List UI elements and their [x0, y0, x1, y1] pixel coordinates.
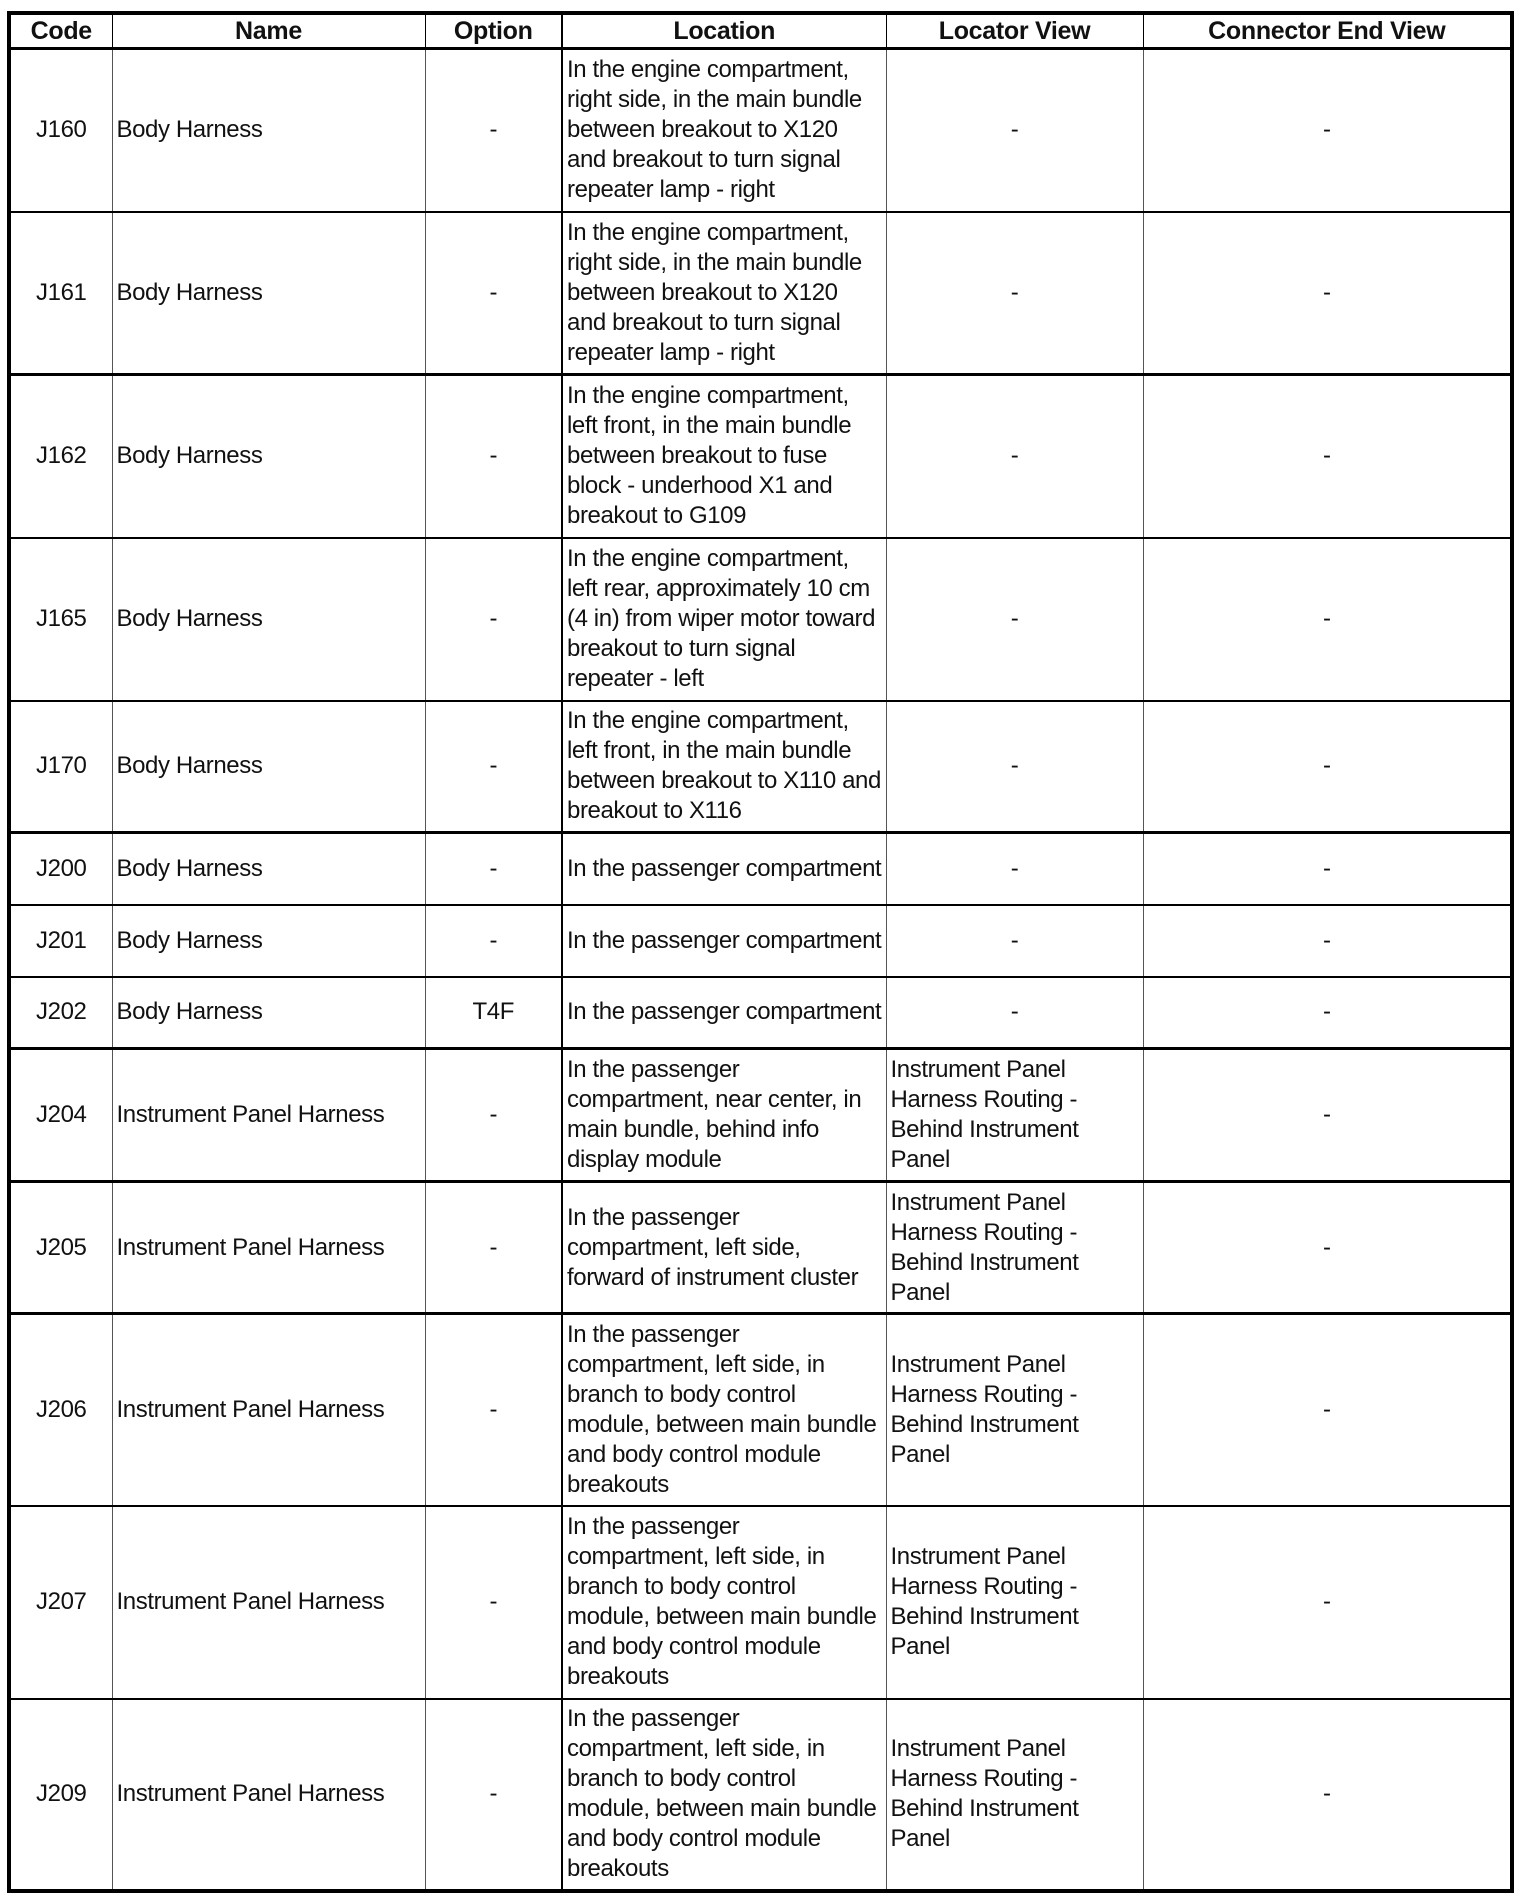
- inline-harness-connector-table: [7, 11, 1514, 1893]
- cell-name: Body Harness: [112, 833, 425, 905]
- cell-locator-view: -: [886, 701, 1143, 833]
- cell-option: -: [425, 1314, 562, 1506]
- cell-name: Body Harness: [112, 538, 425, 701]
- cell-locator-view: -: [886, 212, 1143, 375]
- cell-location: In the passenger compartment, left side, in branch to body control module, between main bundle and body control module breakouts: [562, 1506, 886, 1699]
- cell-connector-end-view: -: [1143, 49, 1512, 212]
- cell-location: In the passenger compartment, near center, in main bundle, behind info display module: [562, 1049, 886, 1182]
- cell-option: -: [425, 1182, 562, 1314]
- cell-name: Instrument Panel Harness: [112, 1182, 425, 1314]
- cell-code: J209: [9, 1699, 112, 1891]
- cell-connector-end-view: -: [1143, 905, 1512, 977]
- table-row: [9, 1506, 1512, 1699]
- cell-location: In the passenger compartment: [562, 833, 886, 905]
- cell-location: In the passenger compartment: [562, 905, 886, 977]
- cell-locator-view: -: [886, 977, 1143, 1049]
- cell-name: Body Harness: [112, 49, 425, 212]
- cell-locator-view: -: [886, 538, 1143, 701]
- cell-location: In the engine compartment, right side, in the main bundle between breakout to X120 and breakout to turn signal repeater lamp - right: [562, 49, 886, 212]
- cell-connector-end-view: -: [1143, 701, 1512, 833]
- cell-option: -: [425, 905, 562, 977]
- cell-name: Instrument Panel Harness: [112, 1049, 425, 1182]
- header-option: Option: [425, 13, 562, 49]
- cell-option: -: [425, 833, 562, 905]
- cell-connector-end-view: -: [1143, 1314, 1512, 1506]
- header-location: Location: [562, 13, 886, 49]
- cell-code: J161: [9, 212, 112, 375]
- cell-option: -: [425, 212, 562, 375]
- table-row: [9, 212, 1512, 375]
- cell-option: -: [425, 701, 562, 833]
- cell-connector-end-view: -: [1143, 1049, 1512, 1182]
- header-locator-view: Locator View: [886, 13, 1143, 49]
- table-row: [9, 701, 1512, 833]
- table-header-row: [9, 13, 1512, 49]
- table-row: [9, 977, 1512, 1049]
- cell-name: Instrument Panel Harness: [112, 1699, 425, 1891]
- table-row: [9, 1049, 1512, 1182]
- cell-locator-view: Instrument Panel Harness Routing - Behind Instrument Panel: [886, 1506, 1143, 1699]
- cell-location: In the passenger compartment: [562, 977, 886, 1049]
- cell-option: -: [425, 375, 562, 538]
- table-row: [9, 833, 1512, 905]
- cell-connector-end-view: -: [1143, 375, 1512, 538]
- cell-locator-view: Instrument Panel Harness Routing - Behind Instrument Panel: [886, 1699, 1143, 1891]
- cell-connector-end-view: -: [1143, 1699, 1512, 1891]
- cell-code: J207: [9, 1506, 112, 1699]
- table-row: [9, 375, 1512, 538]
- table-row: [9, 49, 1512, 212]
- cell-name: Body Harness: [112, 701, 425, 833]
- cell-location: In the engine compartment, left front, in the main bundle between breakout to X110 and breakout to X116: [562, 701, 886, 833]
- cell-locator-view: Instrument Panel Harness Routing - Behind Instrument Panel: [886, 1182, 1143, 1314]
- cell-option: -: [425, 1506, 562, 1699]
- cell-connector-end-view: -: [1143, 212, 1512, 375]
- cell-code: J205: [9, 1182, 112, 1314]
- cell-name: Body Harness: [112, 212, 425, 375]
- cell-locator-view: Instrument Panel Harness Routing - Behind Instrument Panel: [886, 1049, 1143, 1182]
- cell-location: In the passenger compartment, left side, in branch to body control module, between main bundle and body control module breakouts: [562, 1314, 886, 1506]
- cell-option: T4F: [425, 977, 562, 1049]
- cell-code: J170: [9, 701, 112, 833]
- cell-code: J162: [9, 375, 112, 538]
- cell-connector-end-view: -: [1143, 538, 1512, 701]
- cell-name: Body Harness: [112, 977, 425, 1049]
- table-row: [9, 1182, 1512, 1314]
- table-row: [9, 538, 1512, 701]
- cell-connector-end-view: -: [1143, 1506, 1512, 1699]
- cell-name: Body Harness: [112, 375, 425, 538]
- cell-location: In the engine compartment, left front, in the main bundle between breakout to fuse block - underhood X1 and breakout to G109: [562, 375, 886, 538]
- cell-connector-end-view: -: [1143, 833, 1512, 905]
- cell-locator-view: -: [886, 375, 1143, 538]
- cell-code: J200: [9, 833, 112, 905]
- header-name: Name: [112, 13, 425, 49]
- cell-connector-end-view: -: [1143, 1182, 1512, 1314]
- cell-location: In the passenger compartment, left side, forward of instrument cluster: [562, 1182, 886, 1314]
- cell-option: -: [425, 1699, 562, 1891]
- cell-location: In the passenger compartment, left side, in branch to body control module, between main bundle and body control module breakouts: [562, 1699, 886, 1891]
- cell-name: Instrument Panel Harness: [112, 1314, 425, 1506]
- cell-code: J201: [9, 905, 112, 977]
- cell-locator-view: -: [886, 905, 1143, 977]
- cell-option: -: [425, 538, 562, 701]
- cell-code: J202: [9, 977, 112, 1049]
- cell-name: Instrument Panel Harness: [112, 1506, 425, 1699]
- cell-name: Body Harness: [112, 905, 425, 977]
- cell-code: J206: [9, 1314, 112, 1506]
- cell-code: J204: [9, 1049, 112, 1182]
- table-row: [9, 1314, 1512, 1506]
- cell-location: In the engine compartment, left rear, approximately 10 cm (4 in) from wiper motor toward breakout to turn signal repeater - left: [562, 538, 886, 701]
- cell-locator-view: -: [886, 833, 1143, 905]
- header-code: Code: [9, 13, 112, 49]
- cell-locator-view: Instrument Panel Harness Routing - Behind Instrument Panel: [886, 1314, 1143, 1506]
- cell-code: J165: [9, 538, 112, 701]
- cell-option: -: [425, 49, 562, 212]
- cell-connector-end-view: -: [1143, 977, 1512, 1049]
- cell-location: In the engine compartment, right side, in the main bundle between breakout to X120 and breakout to turn signal repeater lamp - right: [562, 212, 886, 375]
- table-row: [9, 1699, 1512, 1891]
- cell-code: J160: [9, 49, 112, 212]
- cell-option: -: [425, 1049, 562, 1182]
- header-connector-end-view: Connector End View: [1143, 13, 1512, 49]
- cell-locator-view: -: [886, 49, 1143, 212]
- table-row: [9, 905, 1512, 977]
